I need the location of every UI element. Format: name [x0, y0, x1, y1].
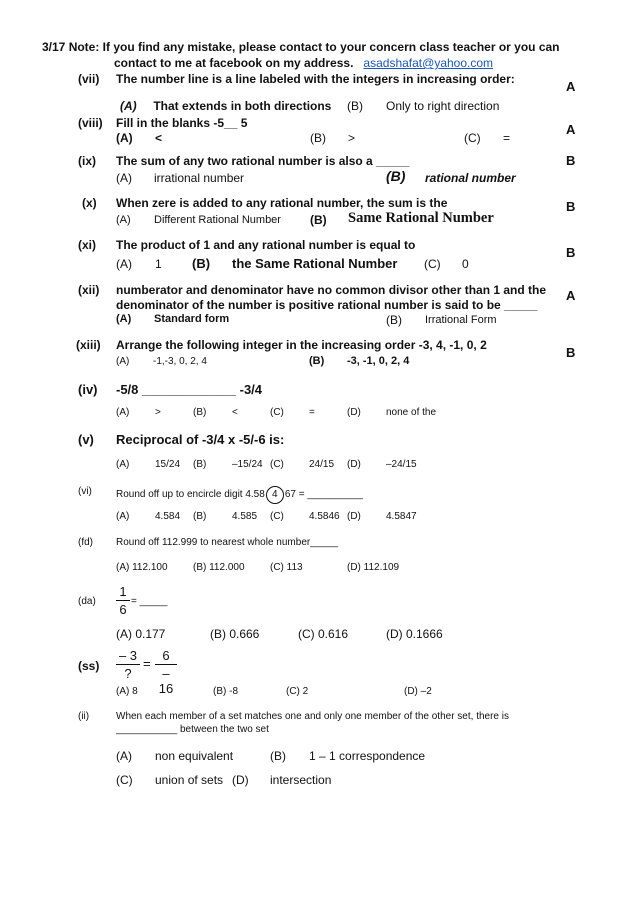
option-label: (B)	[193, 459, 207, 470]
option-text: 1	[155, 257, 162, 271]
question-number: (ss)	[78, 659, 100, 673]
option-text: 4.585	[232, 511, 258, 522]
option-text: >	[348, 131, 356, 145]
question-number: (fd)	[78, 537, 93, 548]
blank-equals: = _____	[131, 596, 168, 607]
option-label: (B)	[192, 256, 211, 271]
option-text: -3, -1, 0, 2, 4	[347, 355, 410, 367]
header-note-line2	[114, 56, 493, 70]
question-text: Arrange the following integer in the increasing order -3, 4, -1, 0, 2	[116, 338, 487, 352]
option-label: (A)	[116, 407, 130, 418]
option-label: (C)	[116, 773, 133, 787]
option-text: (A) 8	[116, 686, 138, 697]
option-text: the Same Rational Number	[232, 256, 398, 271]
option-text: Standard form	[154, 313, 230, 325]
option-text: irrational number	[154, 171, 245, 185]
option-label: (D)	[347, 407, 361, 418]
fraction-bar	[155, 664, 177, 665]
option-row	[120, 99, 331, 113]
fraction-numerator: 1	[119, 584, 127, 599]
answer-key: A	[566, 122, 576, 137]
question-text: Fill in the blanks -5__ 5	[116, 116, 248, 130]
option-label: (B)	[386, 168, 406, 184]
option-label: (B)	[270, 749, 286, 763]
option-text: –24/15	[386, 459, 417, 470]
option-text: (B) -8	[213, 686, 238, 697]
question-number: (ix)	[78, 154, 96, 168]
question-number: (xii)	[78, 283, 100, 297]
question-text: -5/8 _____________ -3/4	[116, 382, 263, 397]
option-label: (A)	[116, 214, 131, 226]
question-text: The sum of any two rational number is also a _____	[116, 154, 410, 168]
option-label: (B)	[310, 131, 326, 145]
option-label: (A)	[116, 131, 133, 145]
question-text-line2: ___________ between the two set	[116, 724, 269, 735]
option-text: (C) 113	[270, 562, 303, 573]
option-text: (D) 112.109	[347, 562, 400, 573]
question-number: (vii)	[78, 72, 100, 86]
option-label: (A)	[116, 171, 132, 185]
option-text: 0	[462, 257, 469, 271]
question-text-line1: numberator and denominator have no common divisor other than 1 and the	[116, 283, 547, 297]
option-label: (A)	[116, 257, 132, 271]
option-label: (C)	[270, 511, 284, 522]
option-text: (A) 0.177	[116, 627, 166, 641]
fraction-numerator: – 3	[118, 648, 138, 663]
option-text: –15/24	[232, 459, 263, 470]
option-text: intersection	[270, 773, 332, 787]
option-text: 1 – 1 correspondence	[309, 749, 426, 763]
fraction-numerator: 6	[162, 648, 170, 663]
header-email-link[interactable]: asadshafat@yahoo.com	[363, 56, 494, 70]
option-text: 4.5846	[309, 511, 340, 522]
option-text: -1,-3, 0, 2, 4	[153, 356, 207, 367]
option-text: (B) 0.666	[210, 627, 260, 641]
option-text: Only to right direction	[386, 99, 500, 113]
option-text: rational number	[425, 171, 516, 185]
question-number: (x)	[82, 196, 97, 210]
option-label: (B)	[386, 313, 402, 327]
option-text: 4.584	[155, 511, 181, 522]
option-text: That extends in both directions	[153, 99, 332, 113]
option-text: (B) 112.000	[193, 562, 245, 573]
question-text-line2: denominator of the number is positive rational number is said to be _____	[116, 298, 538, 312]
option-text: (D) 0.1666	[386, 627, 443, 641]
question-number: (ii)	[78, 711, 90, 722]
question-number: (da)	[78, 596, 96, 607]
equals-sign: =	[143, 656, 151, 671]
circled-digit: 4	[266, 486, 284, 504]
question-text-post: 67 = __________	[284, 489, 363, 500]
option-text: 4.5847	[386, 511, 417, 522]
option-label: (C)	[270, 459, 284, 470]
option-text: 24/15	[309, 459, 335, 470]
option-text: Irrational Form	[425, 314, 497, 326]
option-text: >	[155, 407, 161, 418]
question-number: (xiii)	[76, 338, 101, 352]
option-label: (C)	[424, 257, 441, 271]
option-text: (C) 0.616	[298, 627, 349, 641]
fraction-bar	[116, 664, 140, 665]
option-text: none of the	[386, 407, 437, 418]
option-label: (C)	[464, 131, 481, 145]
question-text: When zere is added to any rational number, the sum is the	[116, 196, 448, 210]
answer-key: B	[566, 199, 576, 214]
question-text: The number line is a line labeled with the integers in increasing order:	[116, 72, 515, 86]
question-text: The product of 1 and any rational number is equal to	[116, 238, 416, 252]
answer-key: B	[566, 245, 576, 260]
answer-key: A	[566, 288, 576, 303]
option-text: 15/24	[155, 459, 181, 470]
option-label: (D)	[232, 773, 249, 787]
option-text: <	[232, 407, 238, 418]
fraction-bar	[116, 600, 130, 601]
option-text: <	[155, 131, 163, 145]
option-label: (A)	[120, 99, 137, 113]
option-label: (B)	[309, 355, 325, 367]
option-label: (B)	[347, 99, 363, 113]
option-label: (A)	[116, 459, 130, 470]
question-text	[116, 486, 363, 504]
option-label: (B)	[193, 511, 207, 522]
header-note-text: contact to me at facebook on my address.	[114, 56, 354, 70]
question-text-line1: When each member of a set matches one and only one member of the other set, there is	[116, 711, 509, 722]
option-label: (D)	[347, 511, 361, 522]
option-label: (B)	[193, 407, 207, 418]
question-number: (v)	[78, 432, 94, 447]
answer-key: B	[566, 153, 576, 168]
fraction-denominator: 6	[119, 602, 127, 617]
option-text: Different Rational Number	[154, 214, 281, 226]
option-text: =	[503, 131, 511, 145]
fraction-denominator: ?	[124, 666, 132, 681]
option-text: Same Rational Number	[348, 210, 494, 226]
question-text-pre: Round off up to encircle digit 4.58	[116, 489, 265, 500]
option-label: (A)	[116, 511, 130, 522]
question-text: Round off 112.999 to nearest whole number_____	[116, 537, 339, 548]
option-text: non equivalent	[155, 749, 234, 763]
option-text: =	[309, 407, 315, 418]
answer-key: B	[566, 345, 576, 360]
answer-key: A	[566, 79, 576, 94]
option-label: (A)	[116, 749, 132, 763]
question-number: (xi)	[78, 238, 96, 252]
question-number: (vi)	[78, 486, 92, 497]
option-label: (A)	[116, 313, 132, 325]
option-text: union of sets	[155, 773, 224, 787]
option-label: (C)	[270, 407, 284, 418]
option-text: (A) 112.100	[116, 562, 168, 573]
option-text: (D) –2	[404, 686, 432, 697]
question-number: (viii)	[78, 116, 103, 130]
header-note-line1: 3/17 Note: If you find any mistake, please contact to your concern class teacher or you can	[42, 40, 560, 54]
option-label: (D)	[347, 459, 361, 470]
option-label: (A)	[116, 356, 130, 367]
option-label: (B)	[310, 213, 327, 227]
question-number: (iv)	[78, 382, 98, 397]
fraction-denominator: – 16	[158, 666, 174, 696]
question-text: Reciprocal of -3/4 x -5/-6 is:	[116, 432, 285, 447]
option-text: (C) 2	[286, 686, 309, 697]
